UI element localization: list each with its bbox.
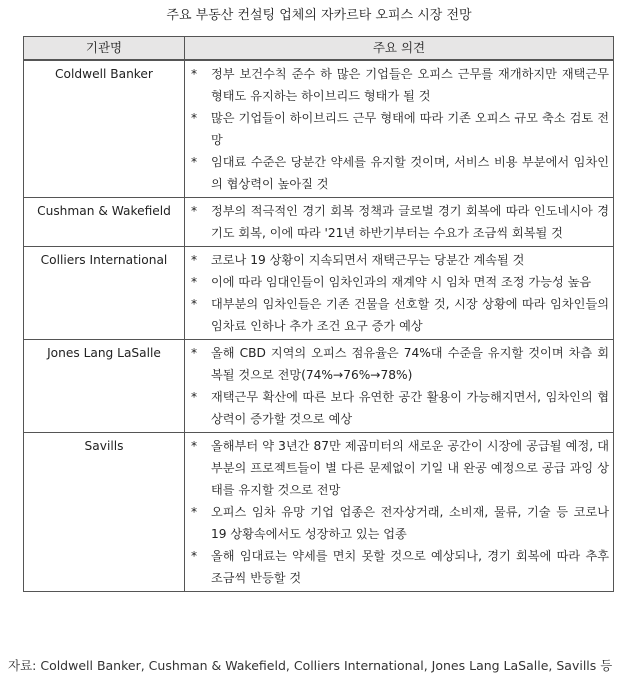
table-header-row xyxy=(24,37,614,61)
organization-name: Jones Lang LaSalle xyxy=(24,340,185,433)
table-row xyxy=(24,433,614,592)
header-organization: 기관명 xyxy=(24,37,185,61)
bullet-mark: * xyxy=(191,275,198,289)
opinion-text: 재택근무 확산에 따른 보다 유연한 공간 활용이 가능해지면서, 임차인의 협상력이 증가할 것으로 예상 xyxy=(211,390,609,426)
bullet-mark: * xyxy=(191,67,198,81)
opinions-table xyxy=(23,36,614,592)
organization-name: Colliers International xyxy=(24,247,185,340)
organization-name: Savills xyxy=(24,433,185,592)
opinion-list xyxy=(189,435,609,589)
opinion-item xyxy=(189,249,609,271)
organization-name: Cushman & Wakefield xyxy=(24,198,185,247)
opinion-list xyxy=(189,342,609,430)
bullet-mark: * xyxy=(191,111,198,125)
opinion-item xyxy=(189,386,609,430)
table-body xyxy=(24,60,614,592)
organization-name: Coldwell Banker xyxy=(24,60,185,198)
opinion-item xyxy=(189,107,609,151)
table-row xyxy=(24,60,614,198)
opinion-text: 임대료 수준은 당분간 약세를 유지할 것이며, 서비스 비용 부분에서 임차인의 협상력이 높아질 것 xyxy=(211,155,609,191)
opinion-cell xyxy=(185,60,614,198)
bullet-mark: * xyxy=(191,505,198,519)
document-title: 주요 부동산 컨설팅 업체의 자카르타 오피스 시장 전망 xyxy=(166,8,472,23)
bullet-mark: * xyxy=(191,549,198,563)
bullet-mark: * xyxy=(191,297,198,311)
opinion-item xyxy=(189,200,609,244)
opinion-text: 대부분의 임차인들은 기존 건물을 선호할 것, 시장 상황에 따라 임차인들의 임차료 인하나 추가 조건 요구 증가 예상 xyxy=(211,297,609,333)
bullet-mark: * xyxy=(191,253,198,267)
opinion-text: 정부 보건수칙 준수 하 많은 기업들은 오피스 근무를 재개하지만 재택근무 형태도 유지하는 하이브리드 형태가 될 것 xyxy=(211,67,609,103)
opinion-text: 많은 기업들이 하이브리드 근무 형태에 따라 기존 오피스 규모 축소 검토 전망 xyxy=(211,111,609,147)
opinion-list xyxy=(189,249,609,337)
bullet-mark: * xyxy=(191,204,198,218)
bullet-mark: * xyxy=(191,155,198,169)
opinion-cell xyxy=(185,247,614,340)
header-main-opinion: 주요 의견 xyxy=(185,37,614,61)
opinion-cell xyxy=(185,340,614,433)
table-row xyxy=(24,340,614,433)
opinion-text: 코로나 19 상황이 지속되면서 재택근무는 당분간 계속될 것 xyxy=(211,253,525,267)
opinion-cell xyxy=(185,198,614,247)
opinion-text: 올해부터 약 3년간 87만 제곱미터의 새로운 공간이 시장에 공급될 예정, 대부분의 프로젝트들이 별 다른 문제없이 기일 내 완공 예정으로 공급 과잉 상태를 유지할 것으로 전망 xyxy=(211,439,609,497)
bullet-mark: * xyxy=(191,346,198,360)
opinion-item xyxy=(189,342,609,386)
opinion-item xyxy=(189,435,609,501)
opinion-item xyxy=(189,151,609,195)
opinion-text: 오피스 임차 유망 기업 업종은 전자상거래, 소비재, 물류, 기술 등 코로나 19 상황속에서도 성장하고 있는 업종 xyxy=(211,505,609,541)
opinion-text: 올해 임대료는 약세를 면치 못할 것으로 예상되나, 경기 회복에 따라 추후 조금씩 반등할 것 xyxy=(211,549,609,585)
opinion-list xyxy=(189,63,609,195)
bullet-mark: * xyxy=(191,439,198,453)
table-row xyxy=(24,247,614,340)
opinion-item xyxy=(189,293,609,337)
opinion-text: 올해 CBD 지역의 오피스 점유율은 74%대 수준을 유지할 것이며 차츰 회복될 것으로 전망(74%→76%→78%) xyxy=(211,346,609,382)
opinion-text: 이에 따라 임대인들이 임차인과의 재계약 시 임차 면적 조정 가능성 높음 xyxy=(211,275,592,289)
opinion-text: 정부의 적극적인 경기 회복 정책과 글로벌 경기 회복에 따라 인도네시아 경기도 회복, 이에 따라 '21년 하반기부터는 수요가 조금씩 회복될 것 xyxy=(211,204,609,240)
source-note: 자료: Coldwell Banker, Cushman & Wakefield, Colliers International, Jones Lang LaSalle, Savills 등 xyxy=(8,658,613,673)
opinion-list xyxy=(189,200,609,244)
opinion-item xyxy=(189,271,609,293)
table-row xyxy=(24,198,614,247)
opinion-item xyxy=(189,545,609,589)
opinion-item xyxy=(189,63,609,107)
opinion-cell xyxy=(185,433,614,592)
opinion-item xyxy=(189,501,609,545)
bullet-mark: * xyxy=(191,390,198,404)
